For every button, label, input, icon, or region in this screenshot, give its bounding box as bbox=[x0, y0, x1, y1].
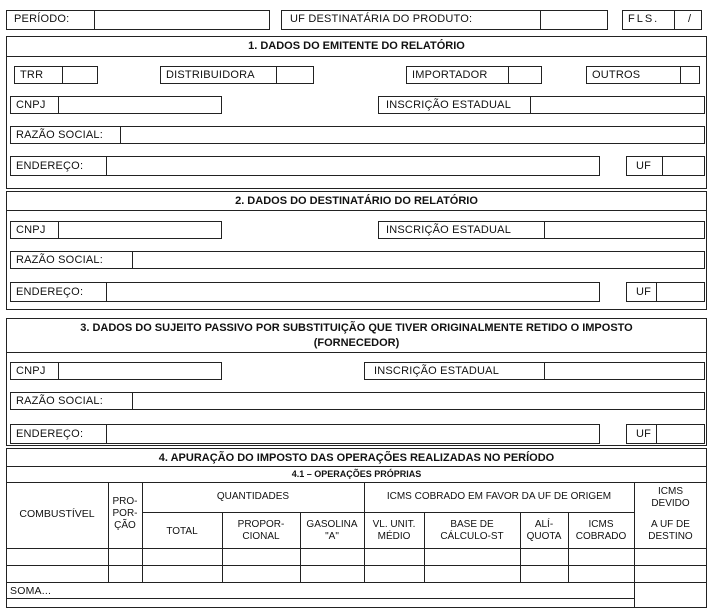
s3-inscricao-divider bbox=[544, 362, 545, 380]
s3-razao-label: RAZÃO SOCIAL: bbox=[16, 395, 103, 407]
section1-title-rule bbox=[6, 56, 707, 57]
col-uf-destino-header: A UF DE DESTINO bbox=[648, 519, 693, 542]
table-row[interactable] bbox=[7, 549, 706, 564]
section4-title-rule bbox=[6, 466, 707, 467]
section3-title-line1: 3. DADOS DO SUJEITO PASSIVO POR SUBSTITUIÇÃO QUE TIVER ORIGINALMENTE RETIDO O IMPOSTO bbox=[80, 322, 633, 334]
s3-uf-label: UF bbox=[636, 428, 652, 440]
s2-inscricao-label: INSCRIÇÃO ESTADUAL bbox=[386, 224, 512, 236]
s2-razao-label: RAZÃO SOCIAL: bbox=[16, 254, 103, 266]
distribuidora-divider bbox=[276, 66, 277, 84]
trr-label: TRR bbox=[20, 69, 44, 81]
section4-title: 4. APURAÇÃO DO IMPOSTO DAS OPERAÇÕES REALIZADAS NO PERÍODO bbox=[158, 452, 555, 464]
s2-inscricao-divider bbox=[544, 221, 545, 239]
table-row[interactable] bbox=[7, 566, 706, 581]
uf-destinataria-divider bbox=[540, 10, 541, 30]
s1-cnpj-divider bbox=[58, 96, 59, 114]
s3-uf-divider bbox=[656, 424, 657, 444]
importador-divider bbox=[508, 66, 509, 84]
soma-bottom-rule bbox=[6, 598, 634, 599]
col-base-header: BASE DE CÁLCULO-ST bbox=[440, 519, 504, 542]
section1-title: 1. DADOS DO EMITENTE DO RELATÓRIO bbox=[248, 40, 465, 52]
s2-uf-label: UF bbox=[636, 286, 652, 298]
col-gasolina-header: GASOLINA "A" bbox=[306, 519, 358, 542]
s1-cnpj-label: CNPJ bbox=[16, 99, 46, 111]
section2-title: 2. DADOS DO DESTINATÁRIO DO RELATÓRIO bbox=[235, 195, 478, 207]
s1-razao-divider bbox=[120, 126, 121, 144]
col-aliquota-header: ALÍ- QUOTA bbox=[526, 519, 562, 542]
s3-inscricao-label: INSCRIÇÃO ESTADUAL bbox=[374, 365, 500, 377]
s2-endereco-field[interactable] bbox=[10, 282, 600, 302]
s2-endereco-divider bbox=[106, 282, 107, 302]
group-header-rule bbox=[142, 512, 634, 513]
s2-endereco-label: ENDEREÇO: bbox=[16, 286, 84, 298]
s1-uf-label: UF bbox=[636, 160, 652, 172]
s1-endereco-field[interactable] bbox=[10, 156, 600, 176]
s1-uf-divider bbox=[662, 156, 663, 176]
fls-divider bbox=[674, 10, 675, 30]
col-total-header: TOTAL bbox=[166, 526, 198, 537]
s1-endereco-label: ENDEREÇO: bbox=[16, 160, 84, 172]
s2-uf-divider bbox=[656, 282, 657, 302]
group-icms-header: ICMS COBRADO EM FAVOR DA UF DE ORIGEM bbox=[386, 491, 612, 502]
section4-subtitle: 4.1 – OPERAÇÕES PRÓPRIAS bbox=[291, 469, 422, 479]
s3-endereco-label: ENDEREÇO: bbox=[16, 428, 84, 440]
s2-razao-divider bbox=[132, 251, 133, 269]
s1-razao-label: RAZÃO SOCIAL: bbox=[16, 129, 103, 141]
s3-cnpj-label: CNPJ bbox=[16, 365, 46, 377]
s3-razao-field[interactable] bbox=[10, 392, 705, 410]
col-proporcional-header: PROPOR- CIONAL bbox=[237, 519, 285, 542]
importador-label: IMPORTADOR bbox=[412, 69, 488, 81]
col-icms-cobrado-header: ICMS COBRADO bbox=[575, 519, 627, 542]
periodo-label: PERÍODO: bbox=[14, 13, 70, 25]
section2-title-rule bbox=[6, 210, 707, 211]
col-vl-unit-header: VL. UNIT. MÉDIO bbox=[372, 519, 416, 542]
section3-title-rule bbox=[6, 352, 707, 353]
soma-value-field[interactable] bbox=[635, 583, 706, 607]
s2-razao-field[interactable] bbox=[10, 251, 705, 269]
group-quantidades-header: QUANTIDADES bbox=[216, 491, 290, 502]
fls-label: FLS. bbox=[628, 13, 660, 25]
s1-inscricao-label: INSCRIÇÃO ESTADUAL bbox=[386, 99, 512, 111]
row-rule-2 bbox=[6, 582, 707, 583]
section4-subtitle-rule bbox=[6, 482, 707, 483]
s3-endereco-divider bbox=[106, 424, 107, 444]
s2-cnpj-label: CNPJ bbox=[16, 224, 46, 236]
fls-separator: / bbox=[688, 13, 692, 25]
section3-title-line2: (FORNECEDOR) bbox=[313, 337, 400, 349]
s1-razao-field[interactable] bbox=[10, 126, 705, 144]
distribuidora-label: DISTRIBUIDORA bbox=[166, 69, 255, 81]
s3-cnpj-divider bbox=[58, 362, 59, 380]
soma-label: SOMA... bbox=[10, 585, 52, 597]
col-icms-devido-header: ICMS DEVIDO bbox=[651, 486, 690, 509]
trr-divider bbox=[62, 66, 63, 84]
col-proporcao-header: PRO- POR- ÇÃO bbox=[112, 496, 138, 531]
s2-cnpj-divider bbox=[58, 221, 59, 239]
uf-destinataria-label: UF DESTINATÁRIA DO PRODUTO: bbox=[290, 13, 473, 25]
s1-endereco-divider bbox=[106, 156, 107, 176]
outros-divider bbox=[680, 66, 681, 84]
s3-razao-divider bbox=[132, 392, 133, 410]
periodo-divider bbox=[94, 10, 95, 30]
col-combustivel-header: COMBUSTÍVEL bbox=[19, 508, 95, 520]
s3-endereco-field[interactable] bbox=[10, 424, 600, 444]
outros-label: OUTROS bbox=[592, 69, 641, 81]
s1-inscricao-divider bbox=[530, 96, 531, 114]
